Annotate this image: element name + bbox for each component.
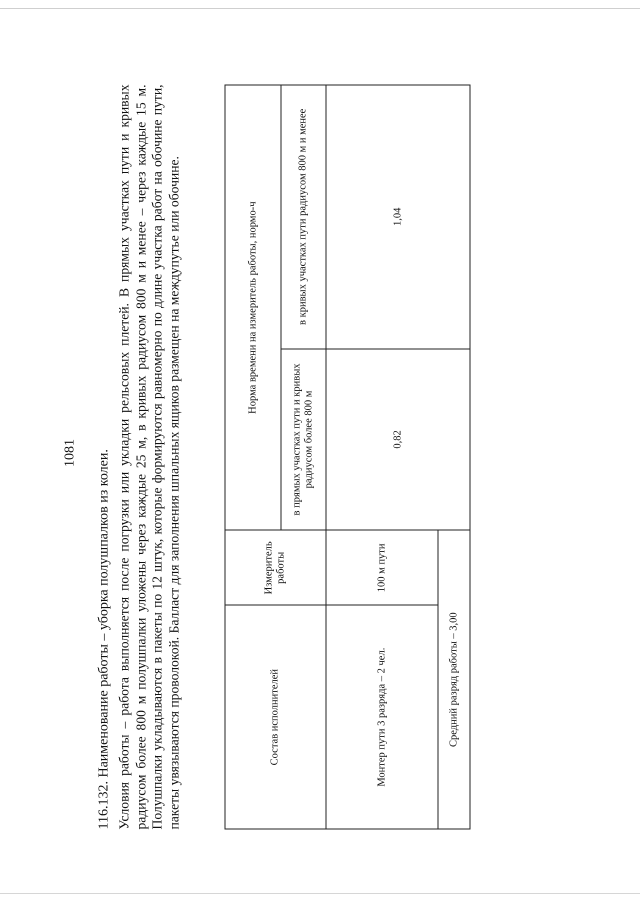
scan-edge-bottom (0, 893, 640, 894)
header-unit: Измеритель работы (225, 530, 326, 605)
rotated-document-page (60, 70, 580, 835)
cell-average-grade: Средний разряд работы – 3,00 (438, 530, 470, 829)
cell-unit: 100 м пути (326, 530, 438, 605)
header-straight-sections: в прямых участках пути и кривых радиусом более 800 м (281, 348, 326, 530)
work-title: 116.132. Наименование работы – уборка полушпалков из колеи. (96, 448, 111, 829)
header-curve-sections: в кривых участках пути радиусом 800 м и менее (281, 85, 326, 349)
cell-norm-straight: 0,82 (326, 348, 470, 530)
page-number: 1081 (62, 438, 77, 467)
work-conditions-paragraph: Условия работы – работа выполняется после погрузки или укладки рельсовых плетей. В прямых участках пути и кривых радиусом более 800 м полушпалки уложены через каждые 25 м, в кривых радиусом 800 м и менее – через каждые 15 м. Полушпалки укладываются в пакеты по 12 штук, которые формируются равномерно по длине участка работ на обочине пути, пакеты увязываются проволокой. Балласт для заполнения шпальных ящиков размещен на междупутье или обочине. (116, 84, 181, 829)
cell-norm-curve: 1,04 (326, 85, 470, 349)
header-norm: Норма времени на измеритель работы, нормо-ч (225, 85, 281, 530)
time-norm-table (224, 84, 470, 829)
header-crew: Состав исполнителей (225, 605, 326, 829)
scan-edge-top (0, 8, 640, 9)
table-row (326, 85, 438, 829)
cell-crew: Монтер пути 3 разряда – 2 чел. (326, 605, 438, 829)
